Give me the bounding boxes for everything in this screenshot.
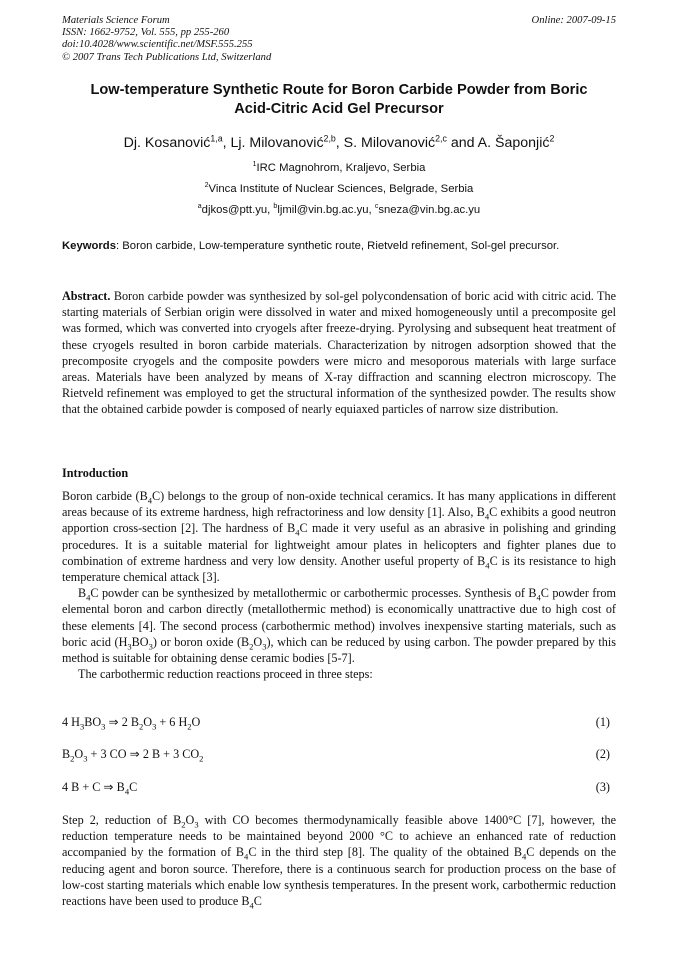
affiliation-mark: 1 (252, 161, 257, 169)
email-text: sneza@vin.bg.ac.yu (378, 204, 481, 216)
equation-3 (62, 779, 616, 795)
author-name: Lj. Milovanović (230, 135, 324, 151)
keywords-label: Keywords (62, 240, 116, 252)
text-run: BO (131, 634, 149, 649)
subscript: 3 (127, 641, 132, 652)
subscript: 2 (199, 753, 204, 764)
email-text: ljmil@vin.bg.ac.yu, (277, 204, 375, 216)
equation-text: 4 H (62, 715, 80, 729)
journal-header (62, 15, 616, 64)
text-run: Step 2, reduction of B (62, 813, 182, 827)
equation-text: ⇒ 2 B (105, 715, 139, 729)
paragraph (62, 585, 616, 666)
paragraph-step2 (62, 812, 616, 909)
author-separator: , (335, 135, 344, 151)
equation-text: C (129, 780, 138, 794)
text-run: ), which can be reduced by using carbon. The powder prepared by this method is suitable for obtaining dense ceramic bodies [5-7]. (62, 634, 616, 666)
subscript: 4 (295, 527, 300, 538)
online-date: Online: 2007-09-15 (531, 15, 616, 26)
text-run: ) or boron oxide (B (152, 634, 250, 649)
affiliation-1 (62, 161, 616, 175)
text-run: C depends on the reducing agent and boron source. Therefore, there is a continuous search for production process on the base of low-cost starting materials which enable low synthesis temperatures. In the present work, carbothermic reduction reactions have been used to produce B (62, 845, 616, 909)
author-emails (62, 203, 616, 217)
author-affiliation-mark: 2 (549, 133, 555, 144)
text-run: C powder from elemental boron and carbon directly (metallothermic method) is economically unattractive due to high cost of these elements [4]. The second process (carbothermic method) involves inexpensive starting materials, such as boric acid (H (62, 586, 616, 649)
subscript: 2 (249, 641, 254, 652)
subscript: 3 (83, 753, 88, 764)
keywords-block (62, 239, 616, 254)
subscript: 4 (86, 592, 91, 603)
subscript: 4 (485, 560, 490, 571)
subscript: 2 (181, 819, 186, 830)
equation-text: O (143, 715, 153, 729)
author-affiliation-mark: 2,c (435, 133, 447, 144)
email-mark: a (197, 203, 202, 211)
journal-doi: doi:10.4028/www.scientific.net/MSF.555.255 (62, 39, 253, 51)
subscript: 3 (79, 721, 85, 732)
equation-text: + 6 H (156, 715, 188, 729)
author-name: A. Šaponjić (477, 135, 550, 151)
equation-2 (62, 746, 616, 762)
subscript: 2 (187, 721, 192, 732)
subscript: 4 (124, 786, 130, 797)
abstract-label: Abstract. (62, 289, 111, 303)
author-separator: , (222, 135, 231, 151)
abstract-block (62, 288, 616, 418)
text-run: C) belongs to the group of non-oxide technical ceramics. It has many applications in different areas because of its extreme hardness, high refractoriness and low density [1]. Also, B (62, 489, 616, 520)
text-run: O (185, 813, 195, 827)
text-run: O (253, 634, 263, 649)
subscript: 3 (152, 721, 157, 732)
affiliation-text: Vinca Institute of Nuclear Sciences, Belgrade, Serbia (208, 183, 474, 195)
text-run: C powder can be synthesized by metallothermic or carbothermic processes. Synthesis of B (90, 586, 537, 601)
text-run: C in the third step [8]. The quality of the obtained B (248, 845, 522, 860)
text-run: C is its resistance to high temperature chemical attack [3]. (62, 553, 616, 585)
text-run: C (253, 894, 262, 909)
equation-number: (1) (595, 715, 610, 729)
subscript: 3 (148, 641, 153, 652)
text-run: with CO becomes thermodynamically feasible above 1400°C [7], however, the reduction temperature needs to be maintained beyond 2000 °C to achieve an enhanced rate of reduction accompanied by the formation of B (62, 813, 616, 860)
author-list (62, 134, 616, 152)
journal-name: Materials Science Forum (62, 15, 170, 26)
subscript: 4 (244, 851, 249, 862)
subscript: 2 (139, 721, 144, 732)
text-run: Boron carbide (B (62, 489, 148, 503)
equation-text: 4 B + C ⇒ B (62, 780, 125, 794)
subscript: 4 (147, 495, 152, 506)
subscript: 3 (101, 721, 106, 732)
subscript: 3 (262, 641, 267, 652)
paper-title (62, 81, 616, 119)
text-run: C exhibits a good neutron apportion cross-section [2]. The hardness of B (62, 505, 617, 536)
subscript: 4 (521, 851, 527, 862)
author-affiliation-mark: 1,a (210, 133, 223, 144)
keywords-text: : Boron carbide, Low-temperature synthetic route, Rietveld refinement, Sol-gel precursor. (116, 240, 560, 252)
paragraph (62, 488, 616, 585)
equation-text: BO (84, 715, 102, 729)
introduction-body (62, 488, 616, 682)
author-affiliation-mark: 2,b (323, 133, 336, 144)
author-separator: and (446, 135, 478, 151)
equation-number: (3) (595, 780, 610, 794)
email-mark: b (273, 203, 278, 211)
abstract-text: Boron carbide powder was synthesized by sol-gel polycondensation of boric acid with citric acid. The starting materials of Serbian origin were dissolved in water and mixed homogeneously until a precomposite gel was formed, which was converted into cryogels after freeze-drying. Pyrolysing and subsequent heat treatment of these cryogels resulted in boron carbide materials. Characterization by nitrogen adsorption showed that the precomposite cryogels and the composite powders were micro and mesoporous materials with large surface areas. Materials have been analyzed by means of X-ray diffraction and scanning electron microscopy. The Rietveld refinement was employed to get the structural information of the synthesized powder. The results show that the obtained carbide powder is composed of nearly equiaxed particles of narrow size distribution. (62, 289, 616, 417)
email-text: djkos@ptt.yu, (201, 204, 274, 216)
title-line-2: Acid-Citric Acid Gel Precursor (234, 101, 444, 117)
subscript: 4 (484, 511, 490, 522)
text-run: C made it very useful as an abrasive in polishing and grinding procedures. It is a suitable material for lightweight amour plates in helicopters and fighter planes due to combination of extreme hardness and very low density. Another useful property of B (62, 521, 616, 568)
equation-text: B (62, 747, 71, 761)
equation-number: (2) (595, 747, 610, 761)
affiliation-text: IRC Magnohrom, Kraljevo, Serbia (256, 162, 426, 174)
paragraph: The carbothermic reduction reactions proceed in three steps: (78, 667, 373, 682)
affiliation-mark: 2 (204, 182, 209, 190)
text-run: B (78, 586, 87, 601)
email-mark: c (374, 203, 379, 211)
author-name: S. Milovanović (343, 135, 436, 151)
title-line-1: Low-temperature Synthetic Route for Boron Carbide Powder from Boric (90, 82, 588, 98)
subscript: 4 (536, 592, 541, 603)
journal-issn: ISSN: 1662-9752, Vol. 555, pp 255-260 (62, 27, 230, 39)
equation-text: O (74, 747, 84, 761)
subscript: 3 (194, 819, 199, 830)
subscript: 4 (249, 900, 254, 911)
section-heading-introduction: Introduction (62, 466, 129, 480)
affiliation-2 (62, 182, 616, 196)
equation-text: + 3 CO ⇒ 2 B + 3 CO (87, 747, 200, 761)
equation-1 (62, 714, 616, 730)
author-name: Dj. Kosanović (123, 135, 211, 151)
equation-text: O (191, 715, 201, 729)
journal-copyright: © 2007 Trans Tech Publications Ltd, Switzerland (62, 51, 272, 63)
subscript: 2 (70, 753, 75, 764)
